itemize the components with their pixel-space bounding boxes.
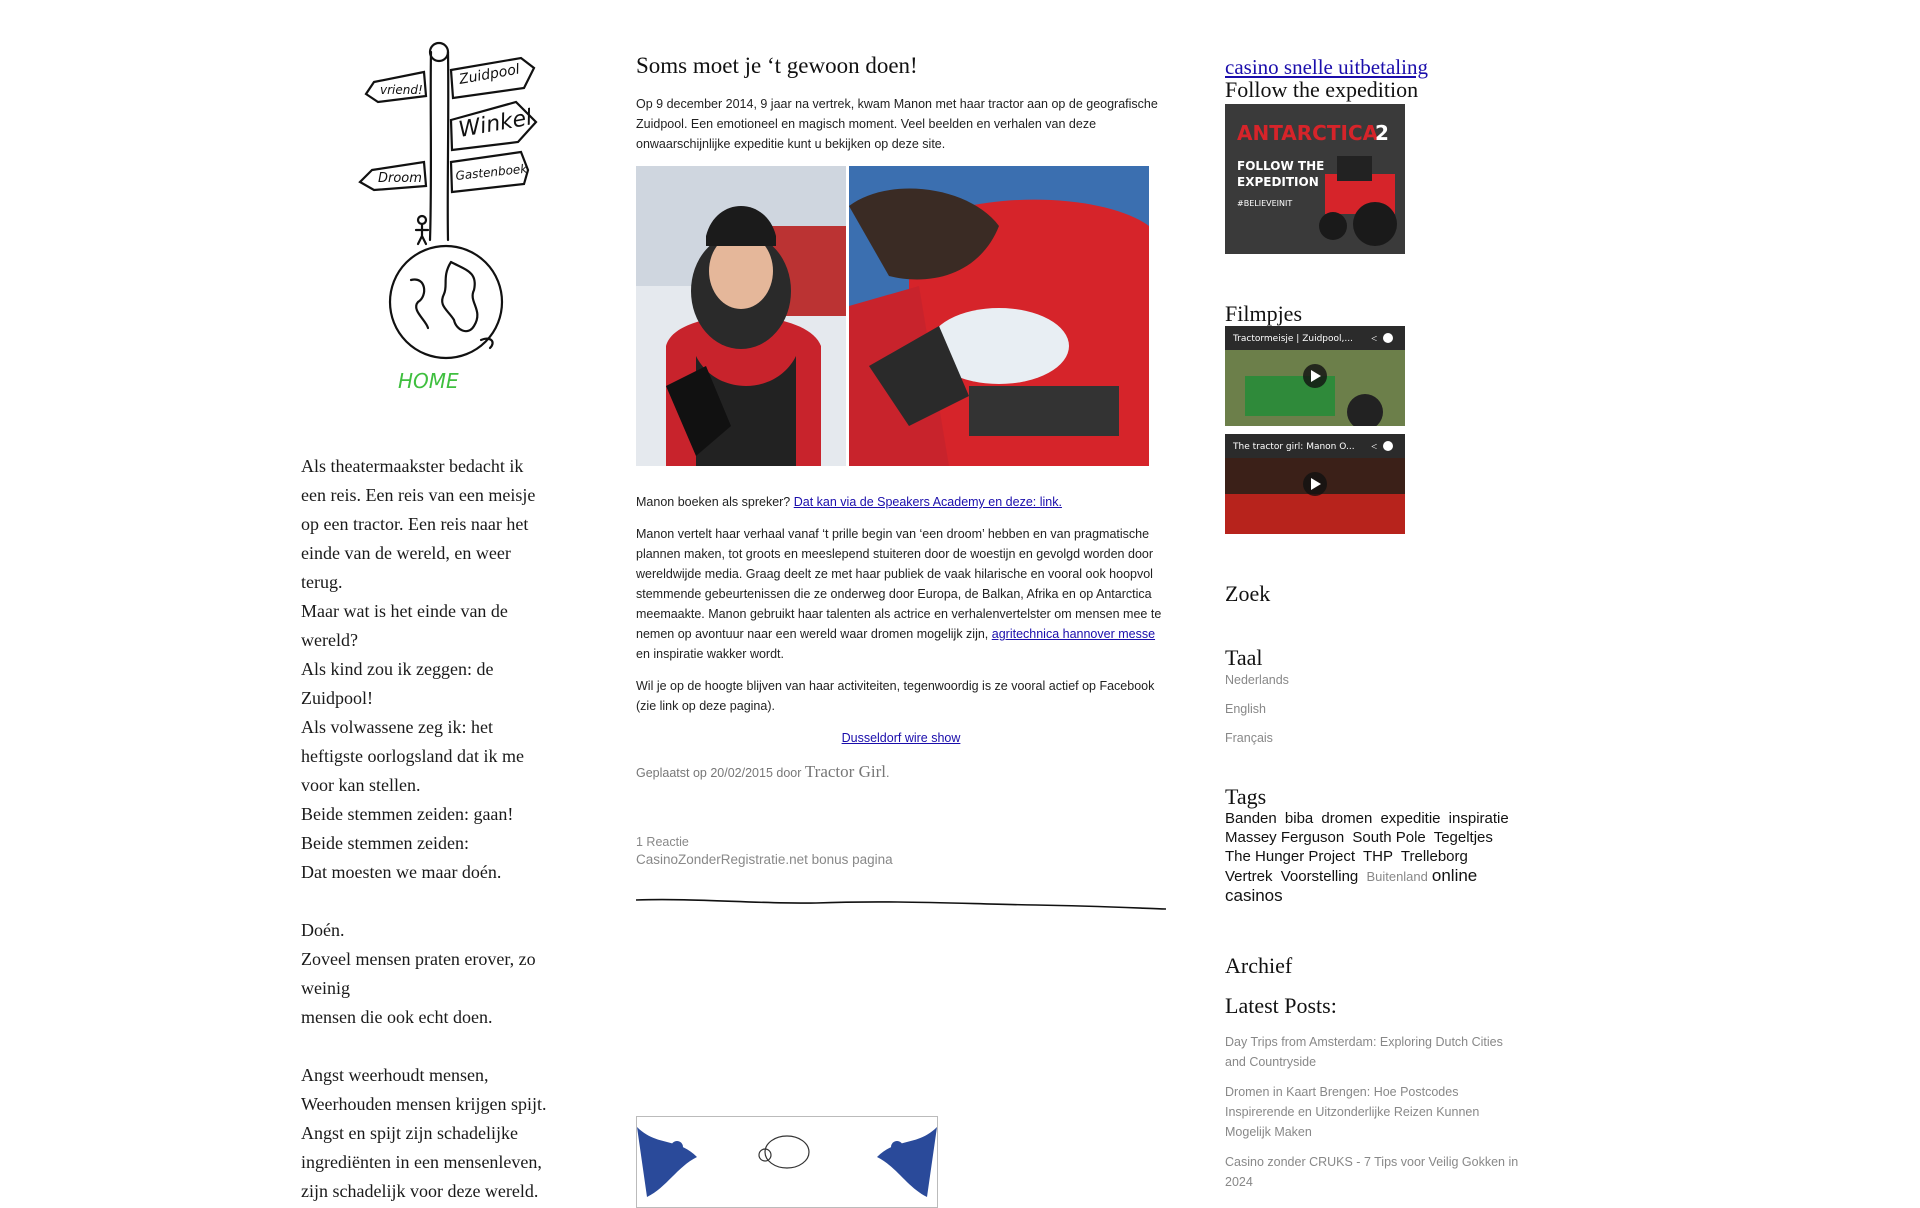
tag-link[interactable]: Vertrek	[1225, 868, 1273, 885]
sidebar	[1225, 56, 1525, 1202]
tag-link[interactable]: Voorstelling	[1280, 868, 1359, 885]
language-list	[1225, 666, 1525, 753]
poem-line: Doén.	[301, 920, 345, 940]
poem-line: einde van de wereld, en weer	[301, 543, 511, 563]
video1-title: Tractormeisje | Zuidpool,...	[1233, 334, 1353, 344]
poem-line: een reis. Een reis van een meisje	[301, 485, 536, 505]
poem-line: Zoveel mensen praten erover, zo	[301, 949, 536, 969]
sign-zuidpool[interactable]: Zuidpool	[457, 61, 521, 88]
poem-line: zijn schadelijk voor deze wereld.	[301, 1181, 539, 1201]
info-icon	[1383, 333, 1393, 343]
banner-hashtag: #BELIEVEINIT	[1237, 199, 1293, 208]
poem-line: op een tractor. Een reis naar het	[301, 514, 529, 534]
comments-block	[636, 833, 1166, 869]
agritechnica-link[interactable]: agritechnica hannover messe	[991, 627, 1156, 641]
poem-line: Beide stemmen zeiden:	[301, 833, 469, 853]
post-meta	[636, 762, 1166, 783]
photo-manon-tractor	[849, 166, 1149, 466]
follow-title: Follow the expedition	[1225, 77, 1419, 102]
post-date: Geplaatst op 20/02/2015 door	[636, 766, 805, 780]
sign-vriend[interactable]: vriend!	[380, 83, 423, 97]
banner-line1: FOLLOW THE	[1237, 159, 1325, 173]
poem-line: terug.	[301, 572, 343, 592]
share-icon: <	[1371, 333, 1378, 345]
signpost-logo[interactable]	[356, 40, 556, 400]
poem-line: Angst weerhoudt mensen,	[301, 1065, 489, 1085]
search-title: Zoek	[1225, 581, 1271, 606]
poem-line: Beide stemmen zeiden: gaan!	[301, 804, 514, 824]
banner-line2: EXPEDITION	[1237, 175, 1319, 189]
banner-brand: ANTARCTICA	[1237, 121, 1379, 145]
story-paragraph	[636, 524, 1166, 664]
post-title[interactable]: Soms moet je ‘t gewoon doen!	[636, 53, 918, 78]
language-item[interactable]: Français	[1225, 731, 1273, 745]
poem-line: Zuidpool!	[301, 688, 373, 708]
poem-gap	[301, 887, 591, 916]
archive-title: Archief	[1225, 953, 1293, 978]
info-icon	[1383, 441, 1393, 451]
latest-post-link[interactable]: Dromen in Kaart Brengen: Hoe Postcodes Inspirerende en Uitzonderlijke Reizen Kunnen Mogelijk Maken	[1225, 1085, 1480, 1139]
tag-link[interactable]: THP	[1362, 848, 1393, 865]
comment-item[interactable]: CasinoZonderRegistratie.net bonus pagina	[636, 852, 893, 867]
tag-link[interactable]: dromen	[1321, 810, 1373, 827]
tag-cloud	[1225, 809, 1525, 906]
video-thumb-1[interactable]	[1225, 326, 1405, 426]
meta-dot: .	[885, 766, 890, 780]
signpost-drawing	[356, 40, 556, 400]
photo-manon-portrait	[636, 166, 846, 466]
share-icon: <	[1371, 441, 1378, 453]
intro-poem	[301, 452, 591, 1206]
antarctica-banner[interactable]	[1225, 104, 1405, 254]
poem-line: Dat moesten we maar doén.	[301, 862, 502, 882]
facebook-paragraph: Wil je op de hoogte blijven van haar activiteiten, tegenwoordig is ze vooral actief op Facebook (zie link op deze pagina).	[636, 679, 1155, 713]
latest-posts-title: Latest Posts:	[1225, 993, 1337, 1018]
language-title: Taal	[1225, 645, 1263, 670]
language-item[interactable]: Nederlands	[1225, 673, 1289, 687]
banner-number: 2	[1375, 121, 1389, 145]
poem-line: Als volwassene zeg ik: het	[301, 717, 493, 737]
poem-gap	[301, 1032, 591, 1061]
post-intro: Op 9 december 2014, 9 jaar na vertrek, kwam Manon met haar tractor aan op de geografische Zuidpool. Een emotioneel en magisch moment. Veel beelden en verhalen van deze onwaarschijnlijke expeditie kunt u bekijken op deze site.	[636, 97, 1158, 151]
tag-link[interactable]: Tegeltjes	[1433, 829, 1493, 846]
poem-line: heftigste oorlogsland dat ik me	[301, 746, 524, 766]
home-link[interactable]: HOME	[398, 369, 459, 393]
tag-link[interactable]: expeditie	[1380, 810, 1441, 827]
tag-link[interactable]: Trelleborg	[1400, 848, 1468, 865]
poem-line: Als kind zou ik zeggen: de	[301, 659, 494, 679]
tag-link[interactable]: online casinos	[1225, 866, 1478, 905]
main-content	[636, 53, 1166, 869]
comment-count[interactable]: 1 Reactie	[636, 835, 689, 849]
sign-droom[interactable]: Droom	[378, 171, 422, 186]
speaker-paragraph	[636, 492, 1166, 512]
sign-gastenboek[interactable]: Gastenboek	[454, 161, 528, 183]
dusseldorf-link[interactable]: Dusseldorf wire show	[841, 731, 961, 745]
poem-line: mensen die ook echt doen.	[301, 1007, 493, 1027]
latest-post-link[interactable]: Casino zonder CRUKS - 7 Tips voor Veilig Gokken in 2024	[1225, 1155, 1519, 1189]
tag-link[interactable]: Massey Ferguson	[1225, 829, 1345, 846]
photo-row	[636, 166, 1166, 466]
post-author[interactable]: Tractor Girl	[804, 762, 886, 781]
tag-link[interactable]: inspiratie	[1448, 810, 1509, 827]
poem-line: Weerhouden mensen krijgen spijt.	[301, 1094, 547, 1114]
tag-link[interactable]: biba	[1284, 810, 1314, 827]
poem-line: weinig	[301, 978, 350, 998]
casino-link[interactable]: casino snelle uitbetaling	[1225, 55, 1428, 79]
story-text: Manon vertelt haar verhaal vanaf ‘t prille begin van ‘een droom’ hebben en van pragmatische plannen maken, tot groots en meeslepend stuiteren door de woestijn en gevolgd worden door wereldwijde media. Graag deelt ze met haar publiek de vaak hilarische en vooral ook hoopvol stemmende gebeurtenissen die ze onderweg door Europa, de Balkan, Afrika en op Antarctica meemaakte. Manon gebruikt haar talenten als actrice en verhalenvertelster om mensen mee te nemen op avontuur naar een wereld waar dromen mogelijk zijn,	[636, 527, 1162, 641]
divider-line	[636, 894, 1166, 914]
tag-link[interactable]: Banden	[1225, 810, 1277, 827]
tag-link[interactable]: South Pole	[1352, 829, 1426, 846]
poem-line: Angst en spijt zijn schadelijke	[301, 1123, 518, 1143]
story-text-end: en inspiratie wakker wordt.	[636, 647, 784, 661]
poem-line: wereld?	[301, 630, 358, 650]
video2-title: The tractor girl: Manon O...	[1233, 442, 1355, 452]
poem-line: voor kan stellen.	[301, 775, 421, 795]
latest-post-link[interactable]: Day Trips from Amsterdam: Exploring Dutch Cities and Countryside	[1225, 1035, 1503, 1069]
tag-link[interactable]: Buitenland	[1366, 869, 1428, 884]
tag-link[interactable]: The Hunger Project	[1225, 848, 1356, 865]
poem-line: ingrediënten in een mensenleven,	[301, 1152, 542, 1172]
poem-line: Maar wat is het einde van de	[301, 601, 508, 621]
center-link-paragraph	[636, 728, 1166, 748]
poem-line: Als theatermaakster bedacht ik	[301, 456, 524, 476]
tags-title: Tags	[1225, 784, 1267, 809]
sign-winkel[interactable]: Winkel	[456, 105, 535, 143]
speakers-academy-link[interactable]: Dat kan via de Speakers Academy en deze: link.	[793, 495, 1062, 509]
video-thumb-2[interactable]	[1225, 434, 1405, 534]
latest-posts-list	[1225, 1032, 1525, 1192]
delft-tile-image	[636, 1116, 938, 1208]
language-item[interactable]: English	[1225, 702, 1266, 716]
films-title: Filmpjes	[1225, 301, 1303, 326]
speaker-text: Manon boeken als spreker?	[636, 495, 794, 509]
